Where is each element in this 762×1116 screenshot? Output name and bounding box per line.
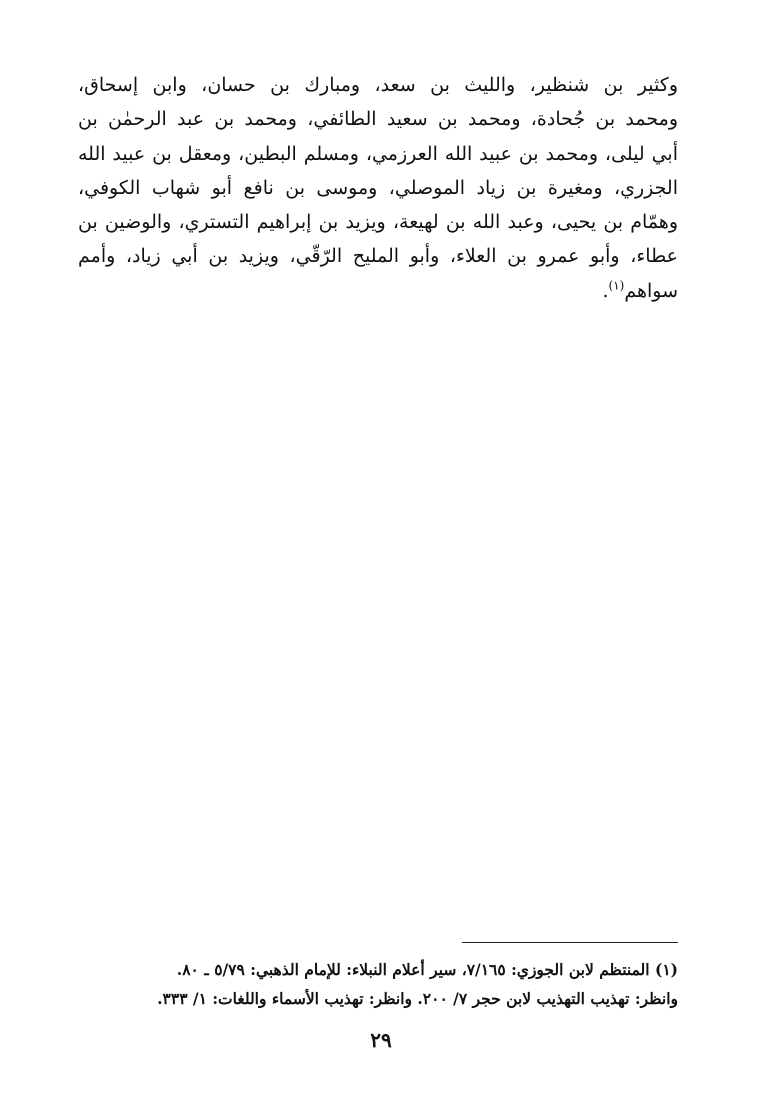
body-line-7 <box>78 274 678 308</box>
body-line-2: ومحمد بن جُحادة، ومحمد بن سعيد الطائفي، ومحمد بن عبد الرحمٰن بن <box>78 108 678 131</box>
body-text <box>78 68 678 308</box>
body-line-1: وكثير بن شنظير، والليث بن سعد، ومبارك بن حسان، وابن إسحاق، <box>78 74 678 96</box>
body-line-4: الجزري، ومغيرة بن زياد الموصلي، وموسى بن نافع أبو شهاب الكوفي، <box>78 176 678 199</box>
page-number: ٢٩ <box>370 1028 392 1052</box>
body-line-6: عطاء، وأبو عمرو بن العلاء، وأبو المليح الرّقّي، ويزيد بن أبي زياد، وأمم <box>78 245 678 268</box>
footnote-line-2: وانظر: تهذيب التهذيب لابن حجر ٧/ ٢٠٠. وانظر: تهذيب الأسماء واللغات: ١/ ٣٣٣. <box>157 989 678 1008</box>
body-line-5: وهمّام بن يحيى، وعبد الله بن لهيعة، ويزيد بن إبراهيم التستري، والوضين بن <box>78 211 678 234</box>
footnotes <box>78 955 678 1013</box>
footnote-line-1: (١) المنتظم لابن الجوزي: ٧/١٦٥، سير أعلام النبلاء: للإمام الذهبي: ٥/٧٩ ـ ٨٠. <box>176 960 678 979</box>
footnote-reference[interactable]: (١) <box>608 278 625 293</box>
footnote-separator-rule <box>462 942 678 943</box>
body-line-3: أبي ليلى، ومحمد بن عبيد الله العرزمي، ومسلم البطين، ومعقل بن عبيد الله <box>78 142 678 165</box>
body-line-7-end: . <box>602 279 609 302</box>
body-line-7-text: سواهم <box>624 279 678 302</box>
